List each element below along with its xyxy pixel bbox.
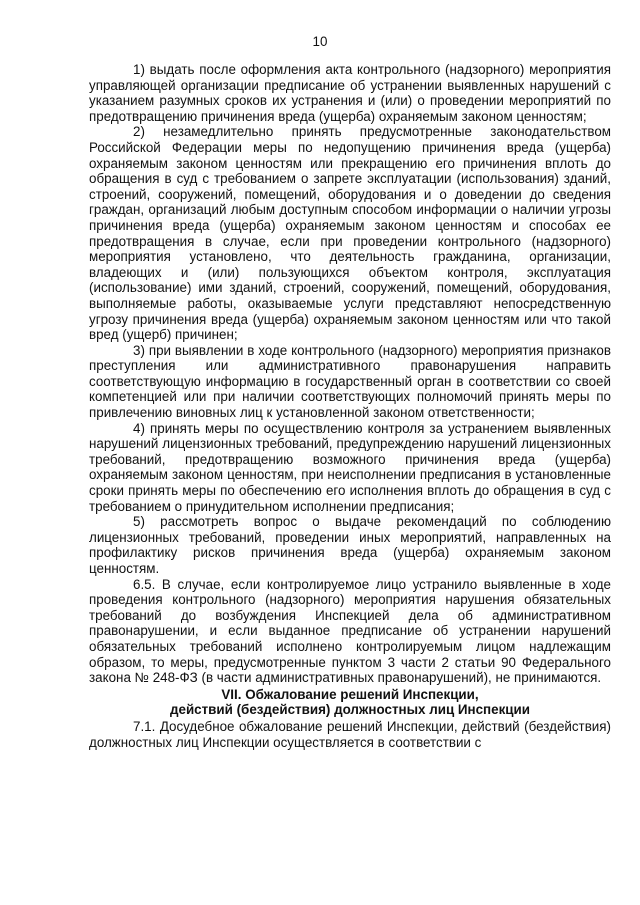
paragraph-item-4: 4) принять меры по осуществлению контроля за устранением выявленных нарушений лицензионных требований, предупреждению нарушений лицензионных требований, предотвращению возможного причинения вреда (ущерба) охраняемым законом ценностям, при неисполнении предписания в установленные сроки принять меры по обеспечению его исполнения вплоть до обращения в суд с требованием о принудительном исполнении предписания; — [89, 420, 611, 514]
section-heading-line-1: VII. Обжалование решений Инспекции, — [221, 686, 479, 702]
paragraph-item-1: 1) выдать после оформления акта контрольного (надзорного) мероприятия управляющей организации предписание об устранении выявленных нарушений с указанием разумных сроков их устранения и (или) о проведении мероприятий по предотвращению причинения вреда (ущерба) охраняемым законом ценностям; — [89, 62, 611, 124]
section-heading-line-2: действий (бездействия) должностных лиц Инспекции — [170, 702, 530, 718]
document-body — [89, 62, 611, 750]
section-heading — [89, 687, 611, 718]
paragraph-item-3: 3) при выявлении в ходе контрольного (надзорного) мероприятия признаков преступления или административного правонарушения направить соответствующую информацию в государственный орган в соответствии со своей компетенцией или при наличии соответствующих полномочий принять меры по привлечению виновных лиц к установленной законом ответственности; — [89, 342, 611, 421]
page-number: 10 — [312, 34, 328, 49]
paragraph-item-2: 2) незамедлительно принять предусмотренные законодательством Российской Федерации меры по недопущению причинения вреда (ущерба) охраняемым законом ценностям или прекращению его причинения вплоть до обращения в суд с требованием о запрете эксплуатации (использования) зданий, строений, сооружений, помещений, оборудования и о доведении до сведения граждан, организаций любым доступным способом информации о наличии угрозы причинения вреда (ущерба) охраняемым законом ценностям и способах ее предотвращения в случае, если при проведении контрольного (надзорного) мероприятия установлено, что деятельность гражданина, организации, владеющих и (или) пользующихся объектом контроля, эксплуатация (использование) ими зданий, строений, сооружений, помещений, оборудования, выполняемые работы, оказываемые услуги представляют непосредственную угрозу причинения вреда (ущерба) охраняемым законом ценностям или что такой вред (ущерб) причинен; — [89, 124, 611, 343]
paragraph-6-5: 6.5. В случае, если контролируемое лицо устранило выявленные в ходе проведения контрольного (надзорного) мероприятия нарушения обязательных требований до возбуждения Инспекцией дела об административном правонарушении, и если выданное предписание об устранении нарушений обязательных требований исполнено контролируемым лицом надлежащим образом, то меры, предусмотренные пунктом 3 части 2 статьи 90 Федерального закона № 248-ФЗ (в части административных правонарушений), не принимаются. — [89, 576, 611, 686]
paragraph-7-1: 7.1. Досудебное обжалование решений Инспекции, действий (бездействия) должностных лиц Инспекции осуществляется в соответствии с — [89, 718, 611, 750]
paragraph-item-5: 5) рассмотреть вопрос о выдаче рекомендаций по соблюдению лицензионных требований, проведении иных мероприятий, направленных на профилактику рисков причинения вреда (ущерба) охраняемым законом ценностям. — [89, 514, 611, 576]
